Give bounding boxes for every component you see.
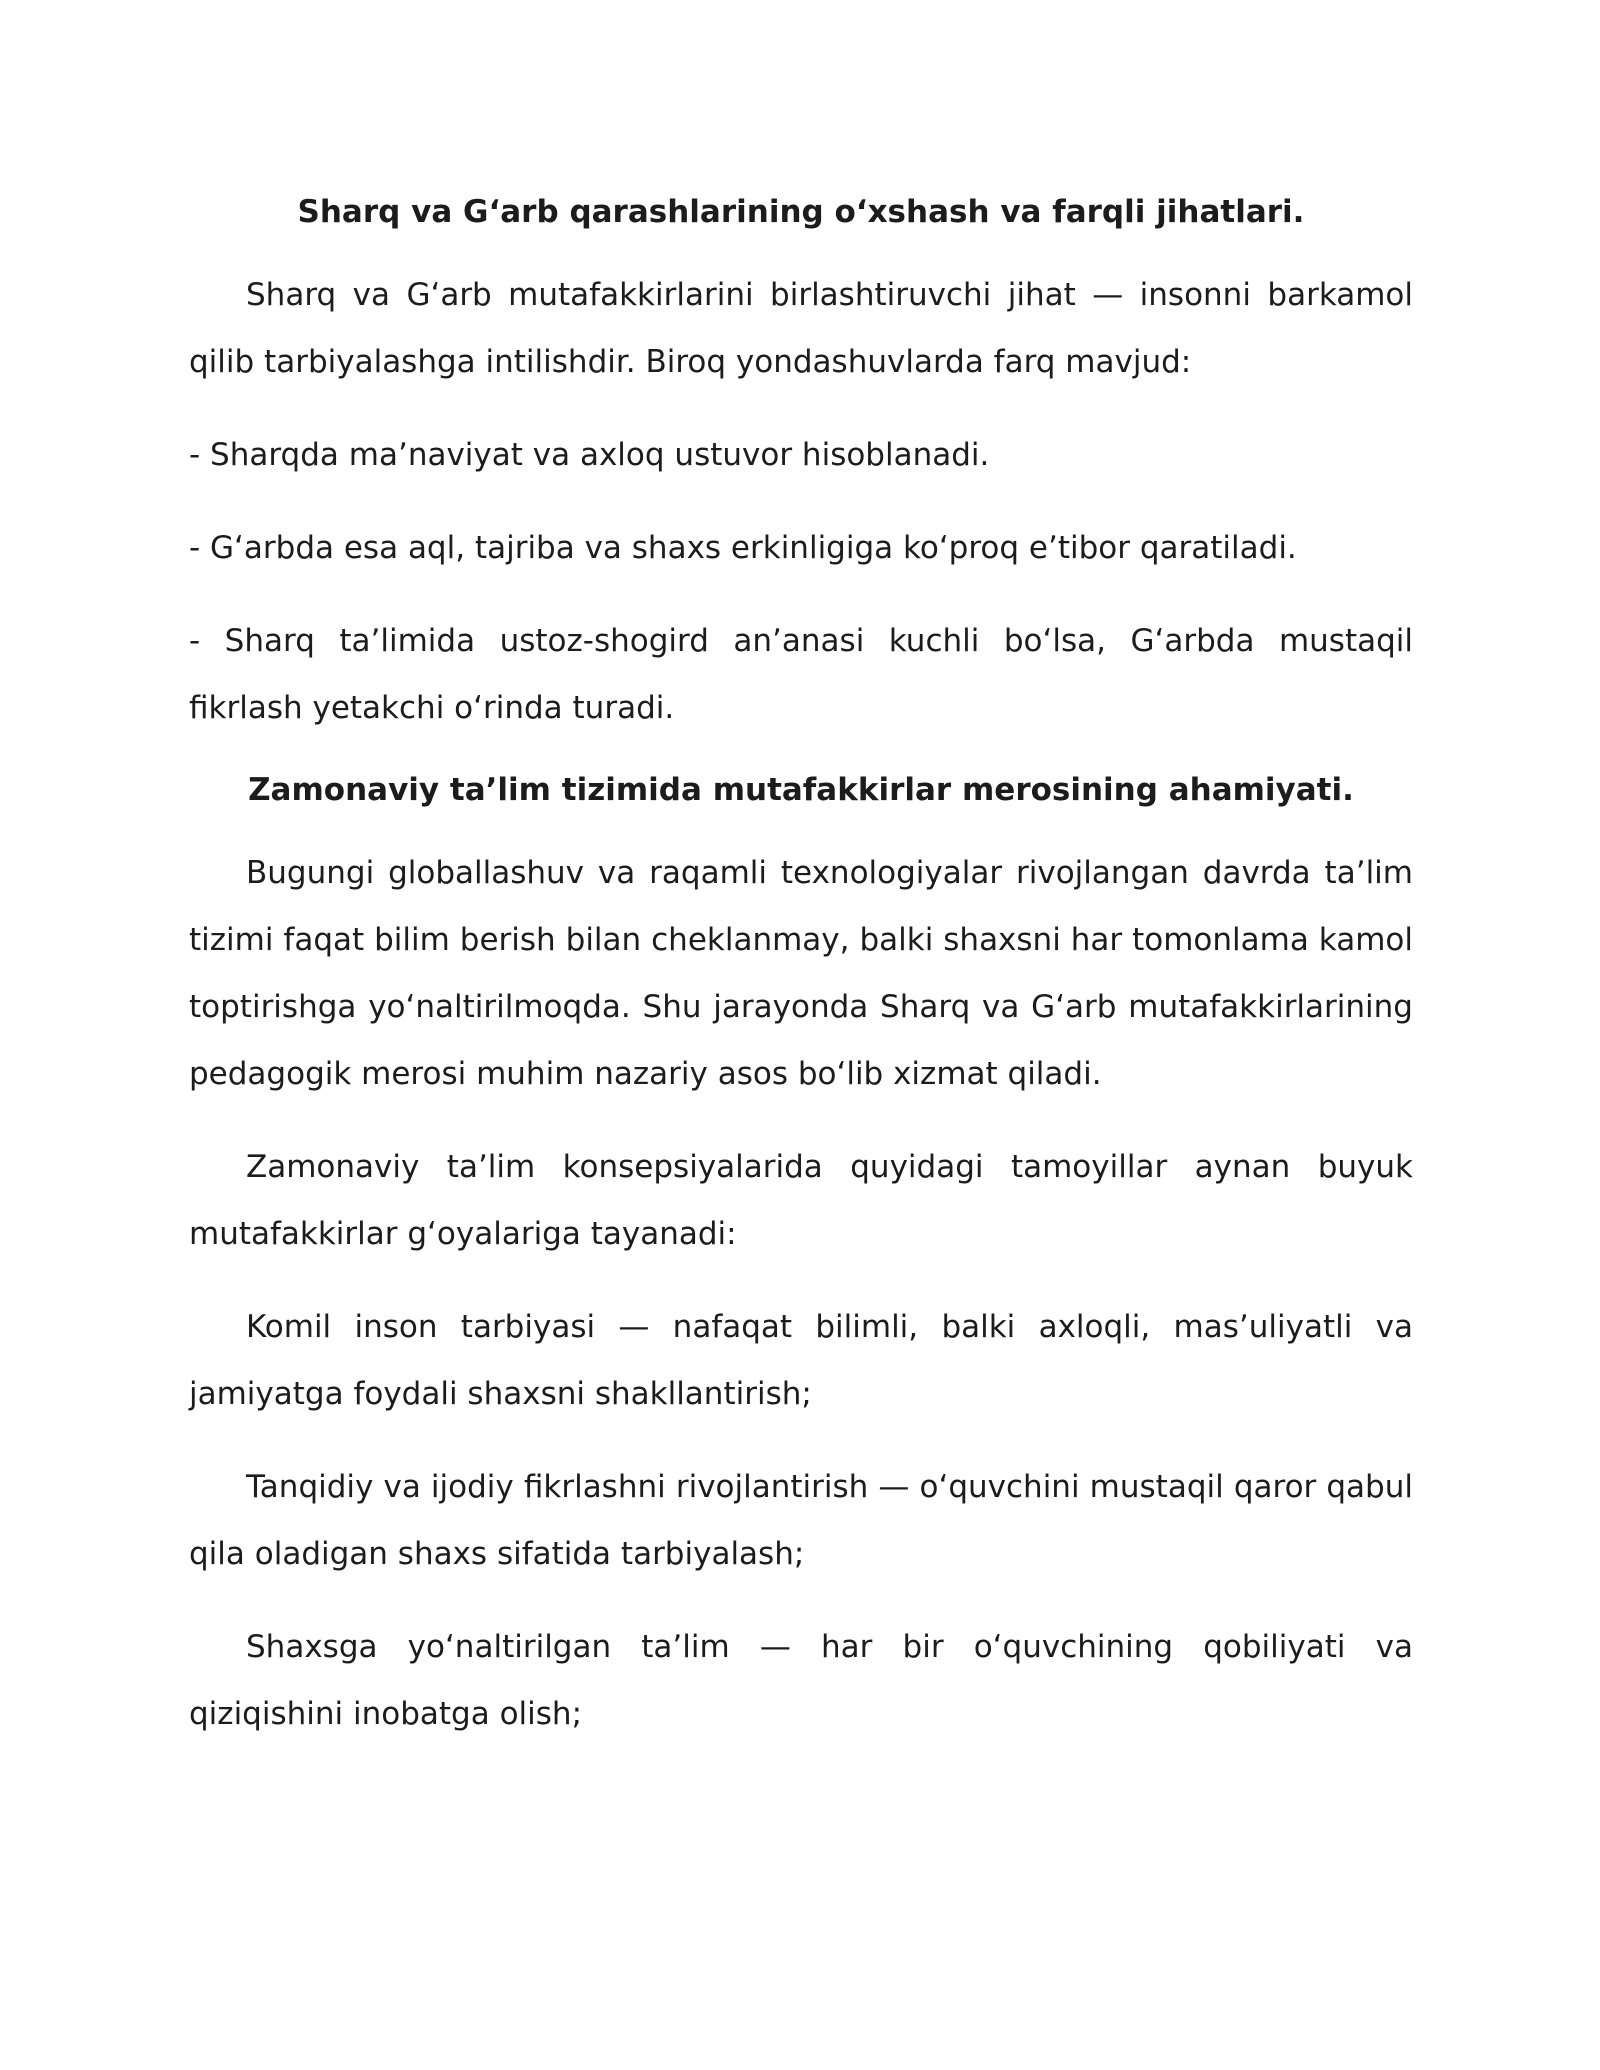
bullet-item: - G‘arbda esa aql, tajriba va shaxs erkinligiga ko‘proq e’tibor qaratiladi.	[189, 530, 1297, 566]
paragraph-person-centered: Shaxsga yo‘naltirilgan ta’lim — har bir o‘quvchining qobiliyati va qiziqishini inobatga olish;	[189, 1629, 1413, 1732]
document-page	[189, 184, 1413, 1748]
bullet-item: - Sharqda ma’naviyat va axloq ustuvor hisoblanadi.	[189, 437, 990, 473]
bullet-item: - Sharq ta’limida ustoz-shogird an’anasi kuchli bo‘lsa, G‘arbda mustaqil fikrlash yetakchi o‘rinda turadi.	[189, 623, 1413, 726]
paragraph-globalization: Bugungi globallashuv va raqamli texnologiyalar rivojlangan davrda ta’lim tizimi faqat bilim berish bilan cheklanmay, balki shaxsni har tomonlama kamol toptirishga yo‘naltirilmoqda. Shu jarayonda Sharq va G‘arb mutafakkirlarining pedagogik merosi muhim nazariy asos bo‘lib xizmat qiladi.	[189, 855, 1413, 1092]
section-heading-modern-education: Zamonaviy ta’lim tizimida mutafakkirlar merosining ahamiyati.	[248, 772, 1354, 808]
paragraph-principles: Zamonaviy ta’lim konsepsiyalarida quyidagi tamoyillar aynan buyuk mutafakkirlar g‘oyalariga tayanadi:	[189, 1149, 1413, 1252]
section-heading-east-west: Sharq va G‘arb qarashlarining o‘xshash va farqli jihatlari.	[297, 194, 1305, 230]
paragraph-perfect-person: Komil inson tarbiyasi — nafaqat bilimli, balki axloqli, mas’uliyatli va jamiyatga foydali shaxsni shakllantirish;	[189, 1309, 1413, 1412]
paragraph-critical-thinking: Tanqidiy va ijodiy fikrlashni rivojlantirish — o‘quvchini mustaqil qaror qabul qila oladigan shaxs sifatida tarbiyalash;	[189, 1469, 1413, 1572]
paragraph-intro: Sharq va G‘arb mutafakkirlarini birlashtiruvchi jihat — insonni barkamol qilib tarbiyalashga intilishdir. Biroq yondashuvlarda farq mavjud:	[189, 277, 1413, 380]
